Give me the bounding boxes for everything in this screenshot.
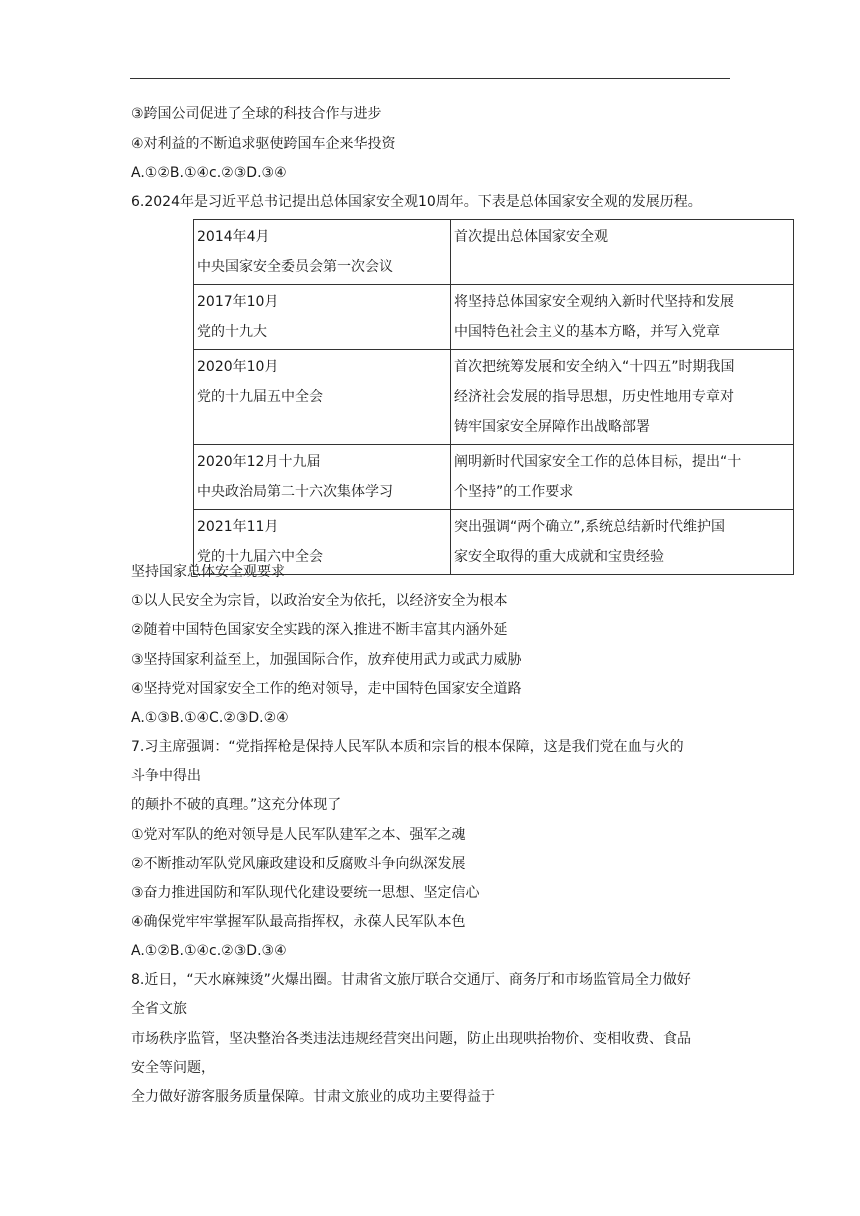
q7-stem: 7.习主席强调：“党指挥枪是保持人民军队本质和宗旨的根本保障，这是我们党在血与火的 [131,739,684,755]
row-content-line: 经济社会发展的指导思想，历史性地用专章对 [454,389,734,405]
row-content-line: 首次把统筹发展和安全纳入“十四五”时期我国 [454,359,735,375]
table-row [194,350,794,445]
table-row [194,445,794,510]
row-date: 2017年10月 [197,294,279,310]
row-event: 中央政治局第二十六次集体学习 [197,484,393,500]
q8-stem: 安全等问题， [131,1060,215,1076]
q5-option-3: ③跨国公司促进了全球的科技合作与进步 [131,106,382,122]
row-date: 2021年11月 [197,519,279,535]
table-cell-time [194,285,451,350]
header-rule [130,78,730,79]
row-event: 中央国家安全委员会第一次会议 [197,259,393,275]
q7-option-3: ③奋力推进国防和军队现代化建设要统一思想、坚定信心 [131,885,480,901]
q5-option-4: ④对利益的不断追求驱使跨国车企来华投资 [131,136,396,152]
q7-stem: 斗争中得出 [131,768,201,784]
q6-answer-choices: A.①③B.①④C.②③D.②④ [131,710,289,726]
table-cell-content [451,445,794,510]
row-content-line: 首次提出总体国家安全观 [454,229,608,245]
table-cell-content [451,510,794,575]
table-cell-content [451,285,794,350]
q7-option-1: ①党对军队的绝对领导是人民军队建军之本、强军之魂 [131,827,466,843]
q8-stem: 全力做好游客服务质量保障。甘肃文旅业的成功主要得益于 [131,1089,495,1105]
security-history-table [193,219,794,575]
table-row [194,220,794,285]
q6-option-2: ②随着中国特色国家安全实践的深入推进不断丰富其内涵外延 [131,622,508,638]
q6-lead: 坚持国家总体安全观要求 [131,564,285,580]
row-content-line: 将坚持总体国家安全观纳入新时代坚持和发展 [454,294,734,310]
q6-option-4: ④坚持党对国家安全工作的绝对领导，走中国特色国家安全道路 [131,681,522,697]
row-date: 2020年10月 [197,359,279,375]
row-event: 党的十九届六中全会 [197,549,323,565]
row-date: 2014年4月 [197,229,270,245]
table-cell-content [451,220,794,285]
q7-answer-choices: A.①②B.①④c.②③D.③④ [131,943,287,959]
table-cell-time [194,445,451,510]
table-cell-content [451,350,794,445]
q8-stem: 全省文旅 [131,1001,187,1017]
row-content-line: 铸牢国家安全屏障作出战略部署 [454,419,650,435]
q8-stem: 市场秩序监管，坚决整治各类违法违规经营突出问题，防止出现哄抬物价、变相收费、食品 [131,1031,691,1047]
row-event: 党的十九届五中全会 [197,389,323,405]
q6-option-1: ①以人民安全为宗旨，以政治安全为依托，以经济安全为根本 [131,593,508,609]
q7-option-4: ④确保党牢牢掌握军队最高指挥权，永葆人民军队本色 [131,914,466,930]
q6-stem: 6.2024年是习近平总书记提出总体国家安全观10周年。下表是总体国家安全观的发展历程。 [131,194,702,210]
q6-option-3: ③坚持国家利益至上，加强国际合作，放弃使用武力或武力威胁 [131,652,522,668]
q7-stem: 的颠扑不破的真理。”这充分体现了 [131,797,342,813]
row-content-line: 阐明新时代国家安全工作的总体目标，提出“十 [454,454,742,470]
q5-answer-choices: A.①②B.①④c.②③D.③④ [131,165,287,181]
q8-stem: 8.近日，“天水麻辣烫”火爆出圈。甘肃省文旅厅联合交通厅、商务厅和市场监管局全力做好 [131,972,691,988]
table-cell-time [194,350,451,445]
row-content-line: 突出强调“两个确立”,系统总结新时代维护国 [454,519,725,535]
q7-option-2: ②不断推动军队党风廉政建设和反腐败斗争向纵深发展 [131,856,466,872]
row-date: 2020年12月十九届 [197,454,321,470]
table-cell-time [194,220,451,285]
row-content-line: 个坚持”的工作要求 [454,484,574,500]
table-row [194,285,794,350]
row-content-line: 家安全取得的重大成就和宝贵经验 [454,549,664,565]
row-content-line: 中国特色社会主义的基本方略，并写入党章 [454,324,720,340]
row-event: 党的十九大 [197,324,267,340]
